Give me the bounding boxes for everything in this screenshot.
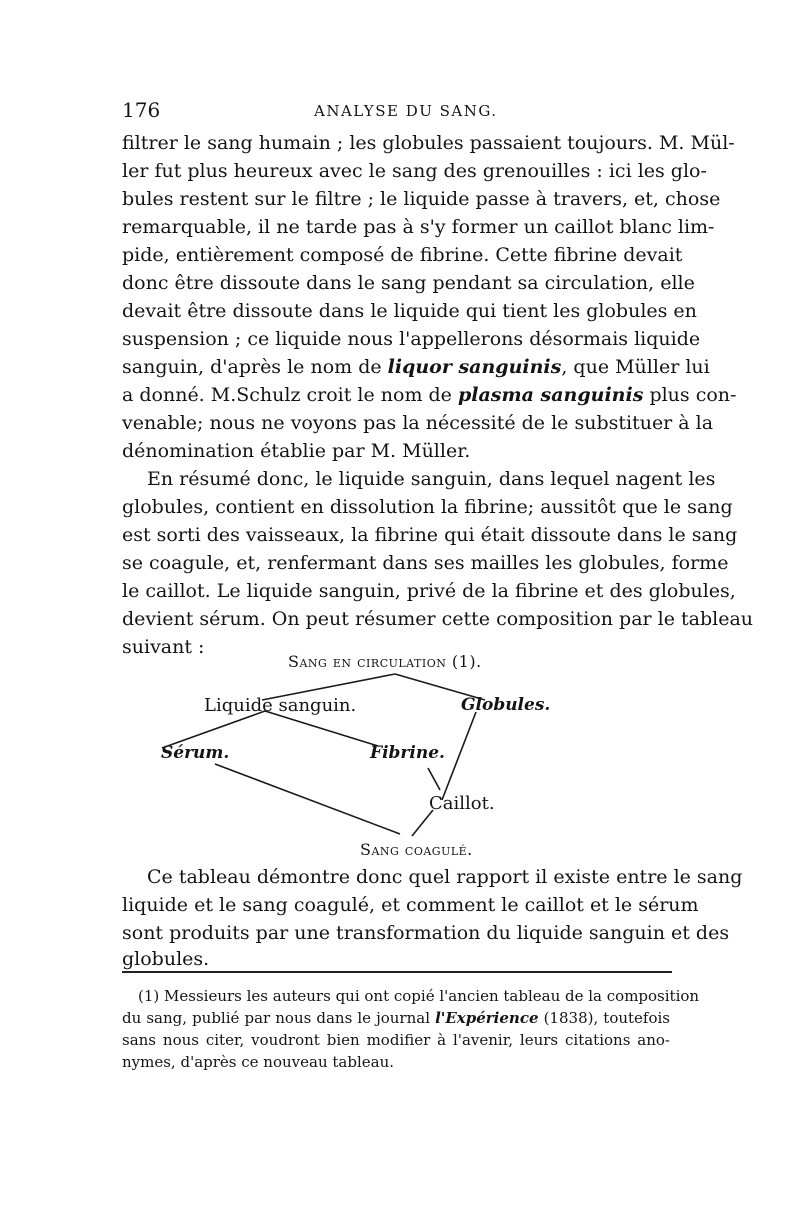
body-text: , que Müller lui xyxy=(561,356,710,378)
node-serum: Sérum. xyxy=(161,743,230,763)
body-line: dénomination établie par M. Müller. xyxy=(122,440,471,462)
footnote-line: sans nous citer, voudront bien modifier à l'avenir, leurs citations ano- xyxy=(122,1031,670,1049)
edge-globules-caillot xyxy=(442,712,476,800)
body-line: devait être dissoute dans le liquide qui tient les globules en xyxy=(122,300,697,322)
node-fibrine: Fibrine. xyxy=(370,743,445,763)
edge-serum-coagule xyxy=(215,764,400,834)
node-globules: Globules. xyxy=(461,695,551,715)
body-line: bules restent sur le filtre ; le liquide passe à travers, et, chose xyxy=(122,188,721,210)
body-line: devient sérum. On peut résumer cette composition par le tableau xyxy=(122,608,754,630)
body-line: se coagule, et, renfermant dans ses mailles les globules, forme xyxy=(122,552,729,574)
body-line: sont produits par une transformation du liquide sanguin et des xyxy=(122,922,730,944)
body-line: En résumé donc, le liquide sanguin, dans lequel nagent les xyxy=(147,468,716,490)
footnote-line xyxy=(122,1011,670,1026)
body-line: globules, contient en dissolution la fibrine; aussitôt que le sang xyxy=(122,496,733,518)
footnote-line: (1) Messieurs les auteurs qui ont copié l'ancien tableau de la composition xyxy=(138,987,700,1005)
body-line: globules. xyxy=(122,948,210,970)
body-line: Ce tableau démontre donc quel rapport il existe entre le sang xyxy=(147,866,743,888)
body-line: suivant : xyxy=(122,636,205,658)
latin-term-plasma-sanguinis: plasma sanguinis xyxy=(457,384,644,406)
edge-fibrine-caillot xyxy=(428,768,440,790)
body-text: a donné. M.Schulz croit le nom de xyxy=(122,384,458,406)
latin-term-liquor-sanguinis: liquor sanguinis xyxy=(387,356,562,378)
footnote-rule xyxy=(122,971,672,973)
footnote-text: (1838), toutefois xyxy=(538,1009,670,1027)
journal-title: l'Expérience xyxy=(435,1009,539,1027)
page-number: 176 xyxy=(122,98,161,122)
footnote-text: du sang, publié par nous dans le journal xyxy=(122,1009,436,1027)
body-line: donc être dissoute dans le sang pendant sa circulation, elle xyxy=(122,272,695,294)
body-line: liquide et le sang coagulé, et comment le caillot et le sérum xyxy=(122,894,699,916)
body-line: est sorti des vaisseaux, la fibrine qui était dissoute dans le sang xyxy=(122,524,738,546)
node-liquide-sanguin: Liquide sanguin. xyxy=(204,695,357,716)
body-line: remarquable, il ne tarde pas à s'y former un caillot blanc lim- xyxy=(122,216,715,238)
footnote-line: nymes, d'après ce nouveau tableau. xyxy=(122,1053,394,1071)
body-text: plus con- xyxy=(643,384,737,406)
body-line: suspension ; ce liquide nous l'appellerons désormais liquide xyxy=(122,328,701,350)
node-caillot: Caillot. xyxy=(429,793,495,814)
body-line: venable; nous ne voyons pas la nécessité de le substituer à la xyxy=(122,412,714,434)
running-title: ANALYSE DU SANG. xyxy=(314,102,498,120)
node-sang-en-circulation: Sang en circulation (1). xyxy=(288,652,482,671)
body-line: filtrer le sang humain ; les globules passaient toujours. M. Mül- xyxy=(122,132,735,154)
node-sang-coagule: Sang coagulé. xyxy=(360,840,473,859)
body-text: sanguin, d'après le nom de xyxy=(122,356,388,378)
edge-liquide-fibrine xyxy=(265,711,378,746)
body-line: ler fut plus heureux avec le sang des grenouilles : ici les glo- xyxy=(122,160,707,182)
body-line: pide, entièrement composé de fibrine. Cette fibrine devait xyxy=(122,244,683,266)
body-line: le caillot. Le liquide sanguin, privé de la fibrine et des globules, xyxy=(122,580,736,602)
